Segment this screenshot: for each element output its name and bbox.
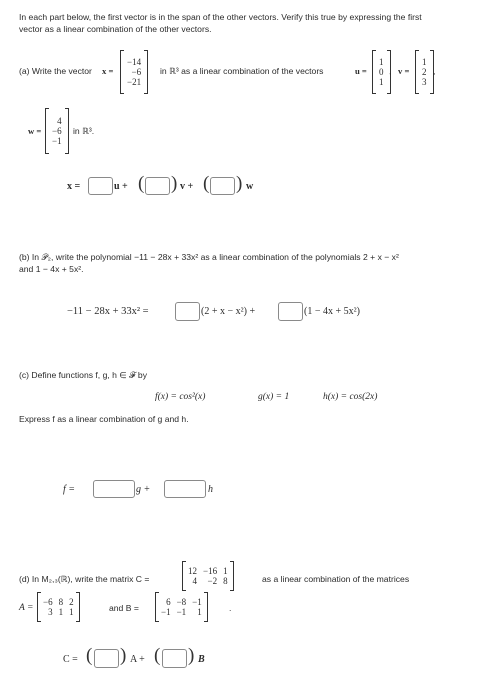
matrix-b xyxy=(155,592,208,622)
coef-poly-1-input[interactable] xyxy=(175,302,200,321)
eq-c-g: g + xyxy=(136,484,151,495)
matrix-c-entry: 1 xyxy=(223,566,228,576)
part-a-w-suffix: in ℝ³. xyxy=(73,126,95,136)
matrix-a-entry: 1 xyxy=(58,607,64,617)
coef-g-input[interactable] xyxy=(93,480,135,498)
eq-a-w: w xyxy=(246,181,254,192)
eq-d-b: B xyxy=(198,654,205,665)
matrix-c-entry: −2 xyxy=(207,576,218,586)
matrix-b-entry: −8 xyxy=(176,597,187,607)
coef-w-input[interactable] xyxy=(210,177,235,195)
coef-u-input[interactable] xyxy=(88,177,113,195)
matrix-a-entry: −6 xyxy=(43,597,53,607)
w-vector-entry: 4 xyxy=(57,116,62,126)
part-a-v-var: v = xyxy=(398,66,410,76)
u-vector-entry: 1 xyxy=(379,77,384,87)
part-c-line-1: (c) Define functions f, g, h ∈ 𝓕 by xyxy=(19,370,147,380)
matrix-c-entry: 8 xyxy=(223,576,228,586)
eq-b-term1: (2 + x − x²) + xyxy=(201,306,256,317)
eq-d-a: A + xyxy=(130,654,145,665)
u-vector xyxy=(372,50,391,94)
matrix-b-entry: 1 xyxy=(197,607,202,617)
u-vector-entry: 0 xyxy=(379,67,384,77)
matrix-a-entry: 2 xyxy=(69,597,74,607)
part-d-prefix: (d) In M₂,₃(ℝ), write the matrix C = xyxy=(19,574,150,584)
part-d-b-suffix: . xyxy=(229,603,232,613)
matrix-a-entry: 8 xyxy=(58,597,64,607)
eq-c-h: h xyxy=(208,484,213,495)
x-vector-entry: −21 xyxy=(127,77,142,87)
matrix-c-entry: 12 xyxy=(188,566,197,576)
matrix-b-entry: −1 xyxy=(176,607,187,617)
part-a-middle: in ℝ³ as a linear combination of the vectors xyxy=(160,66,324,76)
v-vector xyxy=(415,50,434,94)
part-d-suffix: as a linear combination of the matrices xyxy=(262,574,410,584)
instructions-line-2: vector as a linear combination of the other vectors. xyxy=(19,24,212,34)
x-vector xyxy=(120,50,148,94)
w-vector xyxy=(45,108,69,154)
eq-d-lhs: C = xyxy=(63,654,78,665)
coef-a-input[interactable] xyxy=(94,649,119,668)
part-a-w-var: w = xyxy=(28,126,42,136)
f-definition: f(x) = cos²(x) xyxy=(155,392,206,402)
eq-b-lhs: −11 − 28x + 33x² = xyxy=(67,306,149,317)
u-vector-entry: 1 xyxy=(379,57,384,67)
part-c-line-2: Express f as a linear combination of g and h. xyxy=(19,414,189,424)
instructions-line-1: In each part below, the first vector is in the span of the other vectors. Verify this true by expressing the first xyxy=(19,12,422,22)
coef-v-input[interactable] xyxy=(145,177,170,195)
w-vector-entry: −1 xyxy=(52,136,62,146)
v-vector-entry: 3 xyxy=(422,77,427,87)
coef-h-input[interactable] xyxy=(164,480,206,498)
matrix-c xyxy=(182,561,234,591)
coef-poly-2-input[interactable] xyxy=(278,302,303,321)
matrix-a xyxy=(37,592,80,622)
matrix-c-entry: 4 xyxy=(192,576,197,586)
matrix-a-entry: 3 xyxy=(48,607,53,617)
eq-a-v: v + xyxy=(180,181,194,192)
matrix-a-entry: 1 xyxy=(69,607,74,617)
v-vector-entry: 1 xyxy=(422,57,427,67)
x-vector-entry: −6 xyxy=(131,67,142,77)
g-definition: g(x) = 1 xyxy=(258,392,290,402)
part-d-a-var: A = xyxy=(19,603,34,613)
v-vector-entry: 2 xyxy=(422,67,427,77)
x-vector-entry: −14 xyxy=(127,57,142,67)
eq-a-lhs: x = xyxy=(67,181,81,192)
part-b-line-1: (b) In 𝒫₂, write the polynomial −11 − 28x + 33x² as a linear combination of the polynomials 2 + x − x² xyxy=(19,252,399,262)
coef-b-input[interactable] xyxy=(162,649,187,668)
matrix-b-entry: 6 xyxy=(166,597,171,607)
part-a-u-var: u = xyxy=(355,66,367,76)
matrix-b-entry: −1 xyxy=(161,607,171,617)
part-a-prefix: (a) Write the vector xyxy=(19,66,92,76)
part-d-and-b: and B = xyxy=(109,603,139,613)
eq-b-term2: (1 − 4x + 5x²) xyxy=(304,306,360,317)
matrix-c-entry: −16 xyxy=(203,566,218,576)
h-definition: h(x) = cos(2x) xyxy=(323,392,378,402)
part-a-x-var: x = xyxy=(102,66,114,76)
matrix-b-entry: −1 xyxy=(192,597,202,607)
w-vector-entry: −6 xyxy=(52,126,62,136)
eq-c-lhs: f = xyxy=(63,484,76,495)
part-b-line-2: and 1 − 4x + 5x². xyxy=(19,264,84,274)
eq-a-u: u + xyxy=(114,181,128,192)
